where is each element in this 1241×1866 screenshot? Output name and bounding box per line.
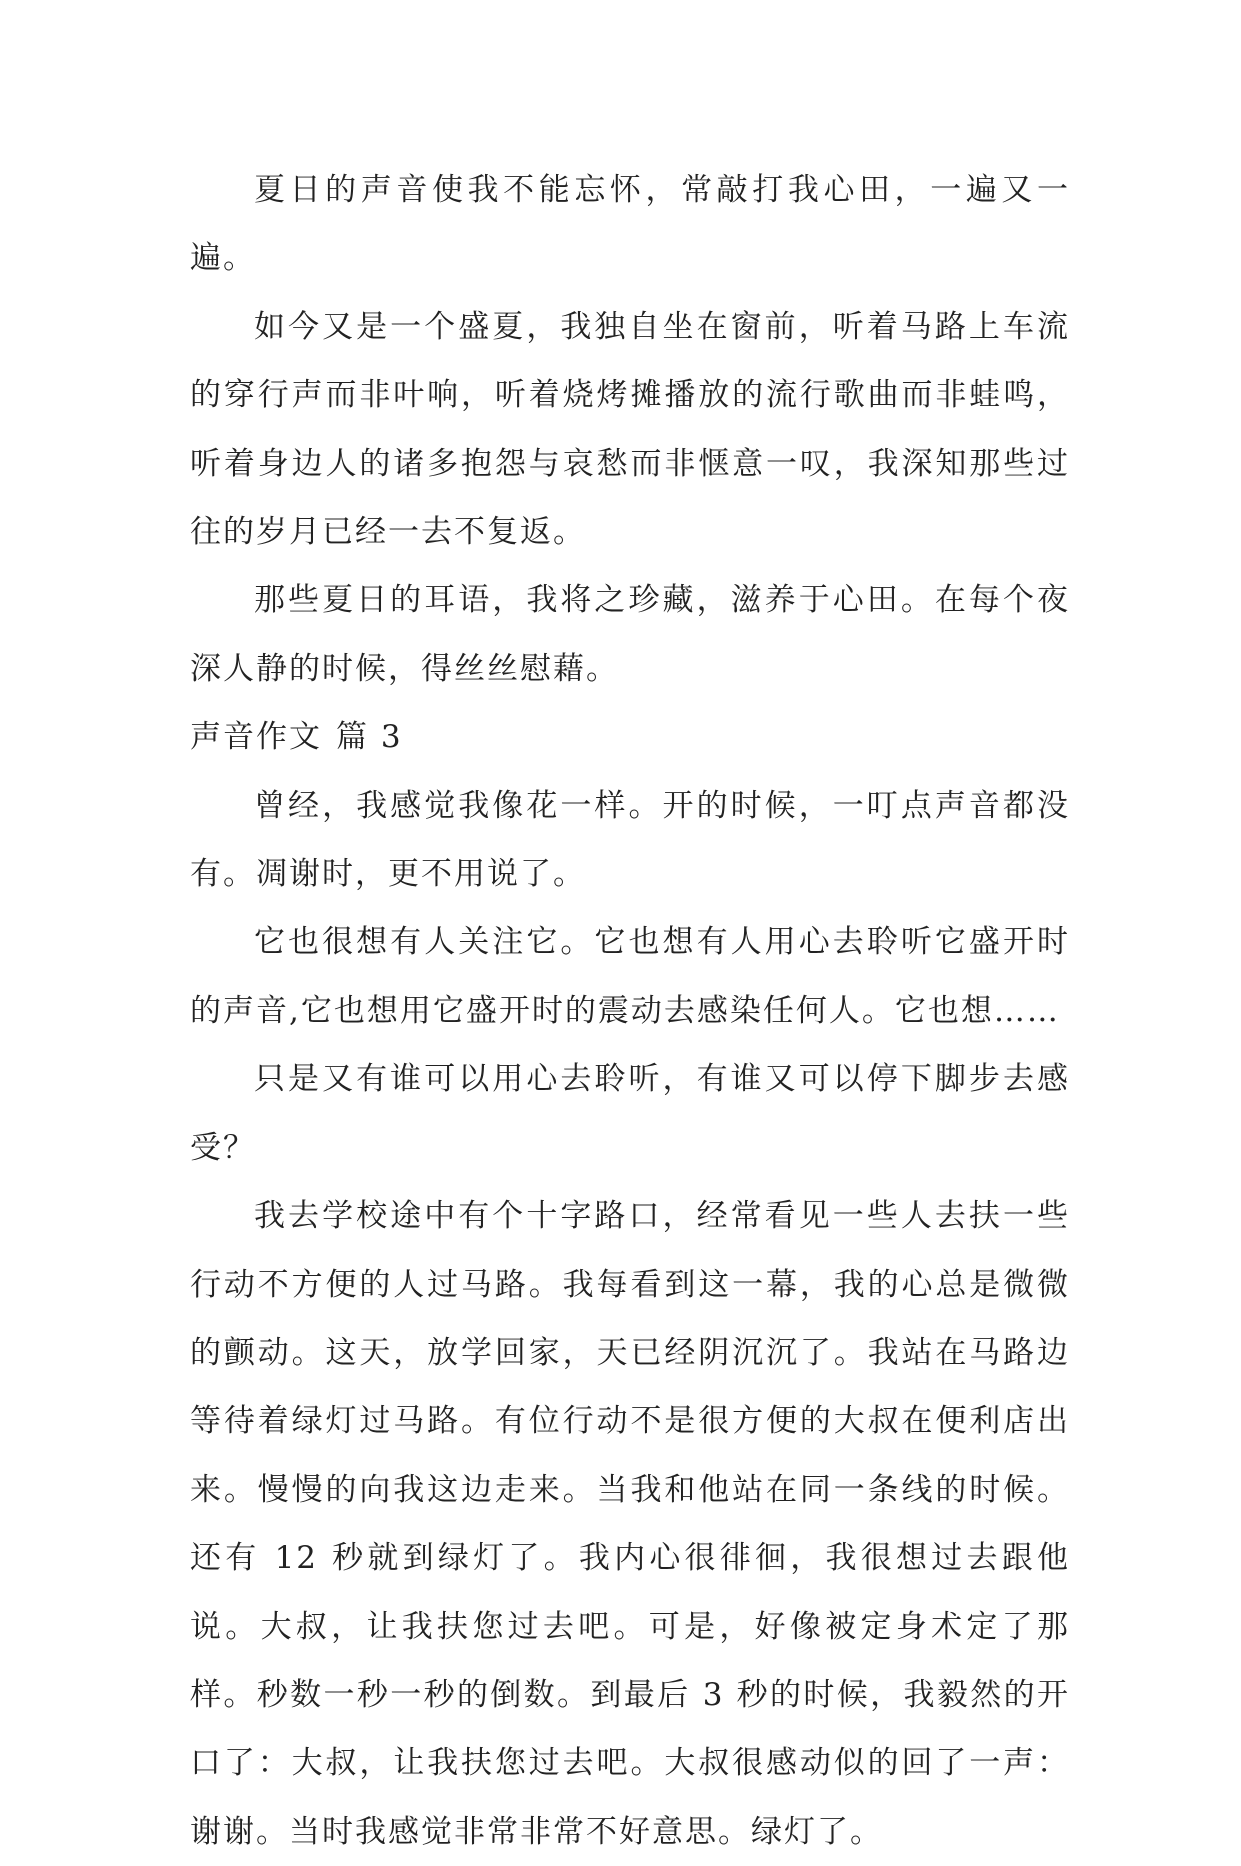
document-body (190, 156, 1070, 1866)
section-heading (190, 703, 1070, 771)
heading-section-number: 篇 3 (336, 719, 403, 756)
paragraph: 它也很想有人关注它。它也想有人用心去聆听它盛开时的声音,它也想用它盛开时的震动去感染任何人。它也想…… (190, 924, 1070, 1029)
paragraph: 夏日的声音使我不能忘怀，常敲打我心田，一遍又一遍。 (190, 172, 1070, 277)
paragraph: 我去学校途中有个十字路口，经常看见一些人去扶一些行动不方便的人过马路。我每看到这一幕，我的心总是微微的颤动。这天，放学回家，天已经阴沉沉了。我站在马路边等待着绿灯过马路。有位行动不是很方便的大叔在便利店出来。慢慢的向我这边走来。当我和他站在同一条线的时候。还有 12 秒就到绿灯了。我内心很徘徊，我很想过去跟他说。大叔，让我扶您过去吧。可是，好像被定身术定了那样。秒数一秒一秒的倒数。到最后 3 秒的时候，我毅然的开口了：大叔，让我扶您过去吧。大叔很感动似的回了一声：谢谢。当时我感觉非常非常不好意思。绿灯了。 (190, 1198, 1070, 1850)
paragraph: 如今又是一个盛夏，我独自坐在窗前，听着马路上车流的穿行声而非叶响，听着烧烤摊播放的流行歌曲而非蛙鸣，听着身边人的诸多抱怨与哀愁而非惬意一叹，我深知那些过往的岁月已经一去不复返。 (190, 308, 1070, 551)
heading-title: 声音作文 (190, 719, 322, 756)
paragraph: 曾经，我感觉我像花一样。开的时候，一叮点声音都没有。凋谢时，更不用说了。 (190, 787, 1070, 893)
paragraph: 那些夏日的耳语，我将之珍藏，滋养于心田。在每个夜深人静的时候，得丝丝慰藉。 (190, 582, 1070, 687)
paragraph: 只是又有谁可以用心去聆听，有谁又可以停下脚步去感受？ (190, 1061, 1070, 1166)
